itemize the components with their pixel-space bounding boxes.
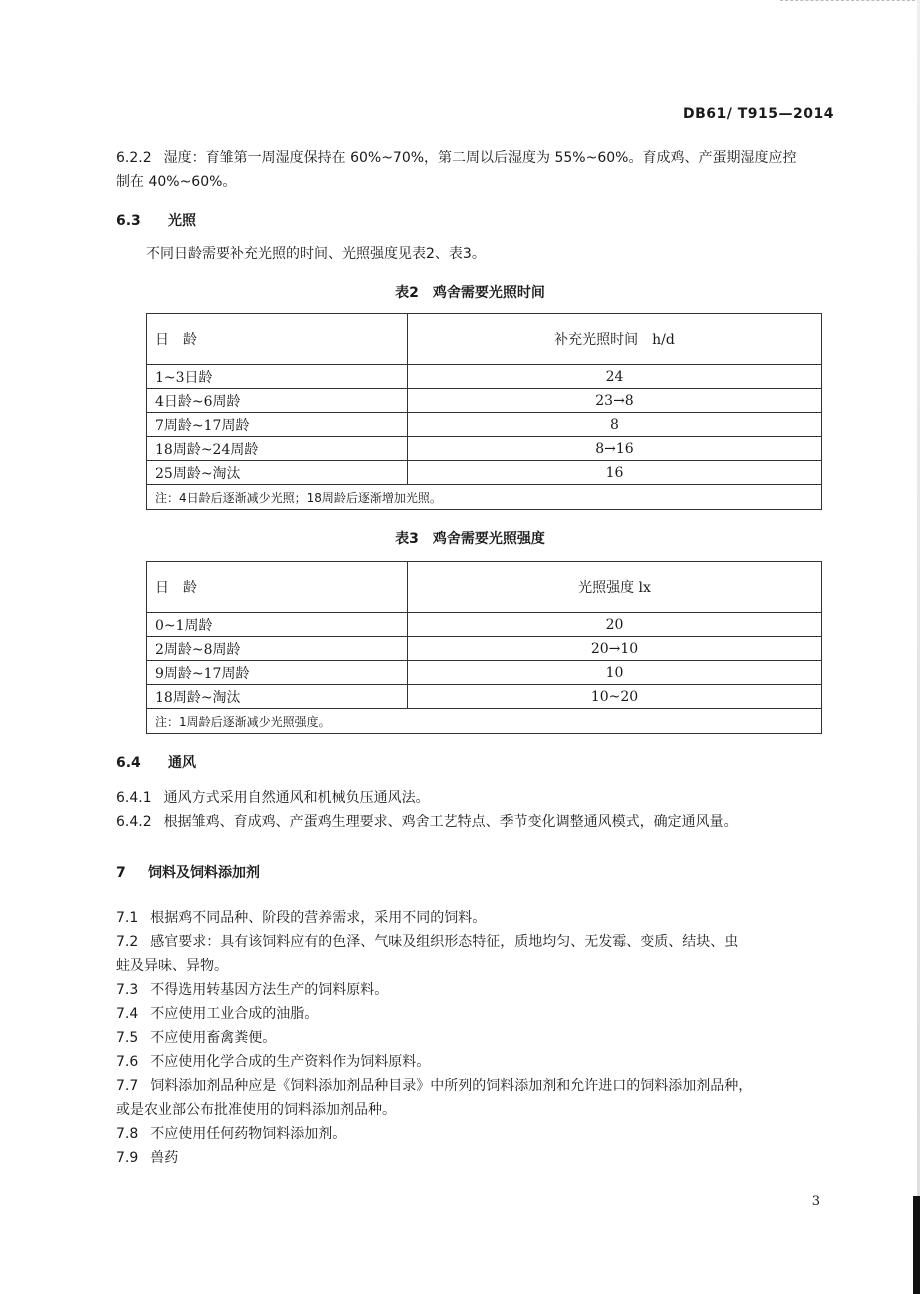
section-6-3-intro: 不同日龄需要补充光照的时间、光照强度见表2、表3。: [146, 246, 486, 262]
item-text: 不应使用工业合成的油脂。: [150, 1006, 319, 1022]
table-row: [147, 437, 822, 461]
table3-caption: 表3 鸡舍需要光照强度: [395, 531, 545, 547]
item-number: 7.6: [116, 1054, 139, 1070]
paragraph-text: 湿度：育雏第一周湿度保持在 60%~70%，第二周以后湿度为 55%~60%。育成鸡、产蛋期湿度应控: [163, 150, 797, 166]
table-note-row: [147, 709, 822, 734]
list-item: [116, 1026, 828, 1050]
section-title: 饲料及饲料添加剂: [148, 865, 260, 881]
section-title: 光照: [168, 213, 196, 229]
table-row: [147, 413, 822, 437]
table-note-row: [147, 485, 822, 510]
table2: [146, 313, 822, 510]
item-text: 不应使用化学合成的生产资料作为饲料原料。: [150, 1054, 431, 1070]
table-row: [147, 637, 822, 661]
item-number: 7.8: [116, 1126, 139, 1142]
item-text: 兽药: [150, 1150, 179, 1166]
section-number: 7: [116, 865, 126, 881]
list-item-continuation: 或是农业部公布批准使用的饲料添加剂品种。: [116, 1102, 396, 1118]
section-number: 6.3: [116, 213, 141, 229]
list-item: [116, 1122, 828, 1146]
section-7-items: [116, 906, 828, 1170]
item-number: 6.4.2: [116, 814, 152, 830]
item-number: 7.1: [116, 910, 139, 926]
list-item: [116, 1002, 828, 1026]
item-text: 感官要求：具有该饲料应有的色泽、气味及组织形态特征，质地均匀、无发霉、变质、结块、虫: [150, 934, 739, 950]
item-number: 7.7: [116, 1078, 139, 1094]
table-row: [147, 461, 822, 485]
page-number: 3: [811, 1194, 820, 1209]
item-text: 不应使用畜禽粪便。: [150, 1030, 277, 1046]
list-item: [116, 978, 828, 1002]
age-cell: 25周龄~淘汰: [147, 461, 408, 485]
value-cell: 20→10: [408, 637, 822, 661]
table-row: [147, 613, 822, 637]
age-cell: 18周龄~24周龄: [147, 437, 408, 461]
table-note: 注：4日龄后逐渐减少光照；18周龄后逐渐增加光照。: [147, 485, 822, 510]
item-number: 7.5: [116, 1030, 139, 1046]
list-item-continuation: 蛀及异味、异物。: [116, 958, 228, 974]
table-row: [147, 661, 822, 685]
item-text: 根据雏鸡、育成鸡、产蛋鸡生理要求、鸡舍工艺特点、季节变化调整通风模式，确定通风量。: [163, 814, 738, 830]
section-number: 6.4: [116, 755, 141, 771]
table-row: [147, 389, 822, 413]
section-6-3-heading: [116, 210, 196, 230]
age-cell: 0~1周龄: [147, 613, 408, 637]
scan-edge-bar: [913, 1196, 920, 1294]
value-cell: 23→8: [408, 389, 822, 413]
item-text: 根据鸡不同品种、阶段的营养需求，采用不同的饲料。: [150, 910, 487, 926]
value-cell: 10: [408, 661, 822, 685]
table-header-row: [147, 314, 822, 365]
top-dashed-rule: [780, 0, 920, 1]
table-row: [147, 365, 822, 389]
value-cell: 8: [408, 413, 822, 437]
section-6-4-heading: [116, 752, 196, 772]
item-number: 6.4.1: [116, 790, 152, 806]
item-text: 不应使用任何药物饲料添加剂。: [150, 1126, 347, 1142]
list-item: [116, 1146, 828, 1170]
value-cell: 16: [408, 461, 822, 485]
item-number: 7.2: [116, 934, 139, 950]
age-cell: 18周龄~淘汰: [147, 685, 408, 709]
section-6-4-items: [116, 786, 828, 834]
value-cell: 10~20: [408, 685, 822, 709]
item-text: 通风方式采用自然通风和机械负压通风法。: [163, 790, 430, 806]
item-text: 不得选用转基因方法生产的饲料原料。: [150, 982, 389, 998]
value-cell: 8→16: [408, 437, 822, 461]
table-header-value: 光照强度 lx: [408, 562, 822, 613]
value-cell: 24: [408, 365, 822, 389]
section-7-heading: [116, 862, 260, 882]
item-number: 7.3: [116, 982, 139, 998]
age-cell: 9周龄~17周龄: [147, 661, 408, 685]
table-header-value: 补充光照时间 h/d: [408, 314, 822, 365]
list-item: [116, 1050, 828, 1074]
list-item: [116, 786, 828, 810]
list-item: [116, 930, 828, 954]
age-cell: 4日龄~6周龄: [147, 389, 408, 413]
list-item: [116, 906, 828, 930]
age-cell: 7周龄~17周龄: [147, 413, 408, 437]
table3: [146, 561, 822, 734]
table-header-age: 日 龄: [147, 562, 408, 613]
item-number: 7.9: [116, 1150, 139, 1166]
table2-caption: 表2 鸡舍需要光照时间: [395, 285, 545, 301]
list-item: [116, 810, 828, 834]
value-cell: 20: [408, 613, 822, 637]
list-item: [116, 1074, 828, 1098]
item-text: 饲料添加剂品种应是《饲料添加剂品种目录》中所列的饲料添加剂和允许进口的饲料添加剂品种，: [150, 1078, 753, 1094]
document-code: DB61/ T915—2014: [683, 106, 834, 122]
item-number: 7.4: [116, 1006, 139, 1022]
table-header-row: [147, 562, 822, 613]
age-cell: 2周龄~8周龄: [147, 637, 408, 661]
section-title: 通风: [168, 755, 196, 771]
section-number: 6.2.2: [116, 150, 152, 166]
table-row: [147, 685, 822, 709]
table-header-age: 日 龄: [147, 314, 408, 365]
paragraph-text: 制在 40%~60%。: [116, 174, 237, 190]
age-cell: 1~3日龄: [147, 365, 408, 389]
table-note: 注：1周龄后逐渐减少光照强度。: [147, 709, 822, 734]
section-6-2-2: [116, 146, 828, 194]
